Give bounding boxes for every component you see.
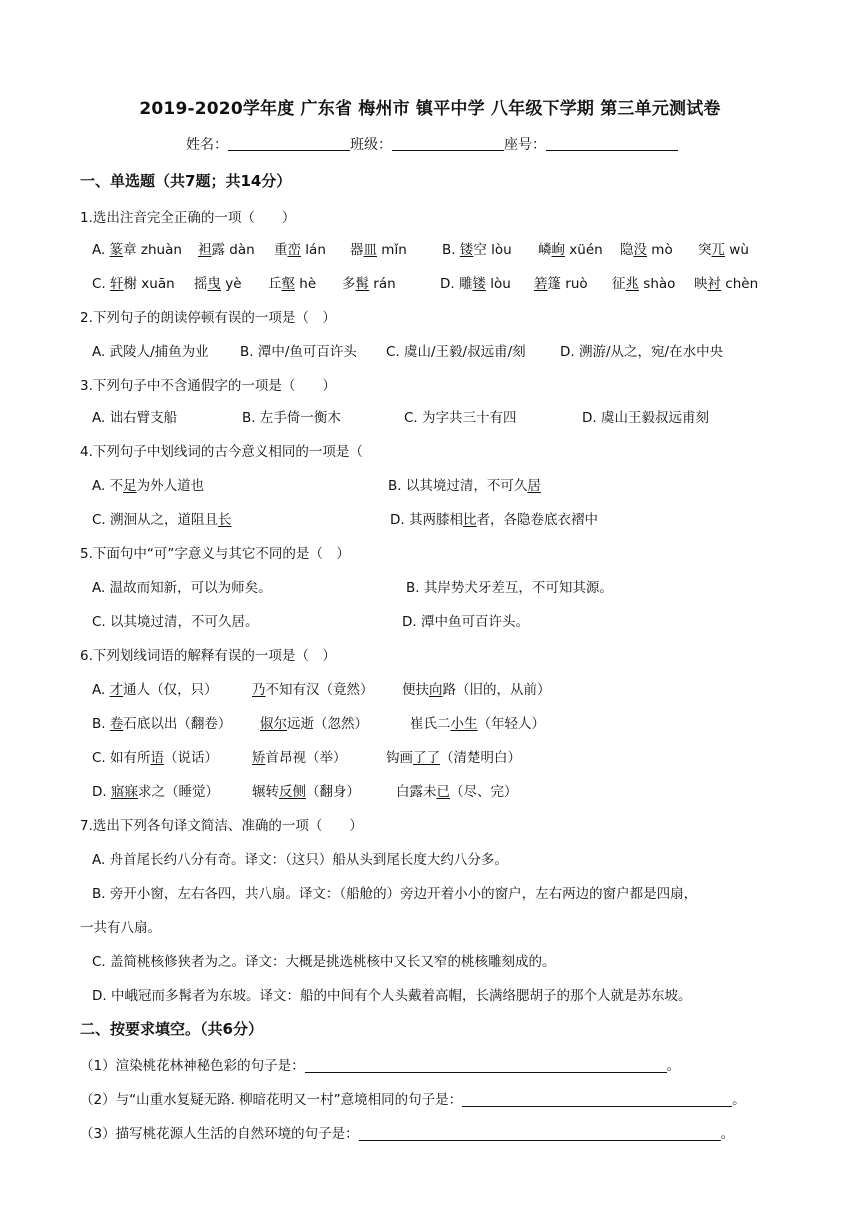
name-label: 姓名：: [186, 137, 228, 153]
name-blank[interactable]: [228, 136, 350, 151]
q1-option-d-3: 征兆 shào: [612, 276, 676, 292]
fill-blank-2: （2）与“山重水复疑无路. 柳暗花明又一村”意境相同的句子是： 。: [80, 1092, 746, 1108]
q1-option-c-3: 丘壑 hè: [268, 276, 317, 292]
q1-option-a-3: 重峦 lán: [274, 242, 326, 258]
exam-page: 2019-2020学年度 广东省 梅州市 镇平中学 八年级下学期 第三单元测试卷 姓名： 班级： 座号： 一、单选题（共7题；共14分） 1.选出注音完全正确的一项（ ） A. 篆章 zhuàn 袒露 dàn 重峦 lán 器皿 mǐn B. 镂空 lòu 嶙峋 xüén 隐没 mò 突兀 wù C. 轩榭 xuān 摇曳 yè 丘壑 hè 多髯 rán D. 雕镂 lòu 箬篷 ruò 征兆 shào 映衬 chèn 2.下列句子的朗读停顿有误的一项是（ ） A. 武陵人/捕鱼为业 B. 潭中/鱼可百许头 C. 虞山/王毅/叔远甫/刻 D. 溯游/从之，宛/在水中央 3.下列句子中不含通假字的一项是（ ） A. 诎右臂支船 B. 左手倚一衡木 C. 为字共三十有四 D. 虞山王毅叔远甫刻 4.下列句子中划线词的古今意义相同的一项是（ A. 不足为外人道也 B. 以其境过清，不可久居 C. 溯洄从之，道阻且长 D. 其两膝相比者，各隐卷底衣褶中 5.下面句中“可”字意义与其它不同的是（ ） A. 温故而知新，可以为师矣。 B. 其岸势犬牙差互，不可知其源。 C. 以其境过清，不可久居。 D. 潭中鱼可百许头。 6.下列划线词语的解释有误的一项是（ ） A. 才通人（仅，只） 乃不知有汉（竟然） 便扶向路（旧的，从前） B. 卷石底以出（翻卷） 俶尔远逝（忽然） 崔氏二小生（年轻人） C. 如有所语（说话） 矫首昂视（举） 钩画了了（清楚明白） D. 寤寐求之（睡觉） 辗转反侧（翻身） 白露未已（尽、完） 7.选出下列各句译文简洁、准确的一项（ ） A. 舟首尾长约八分有奇。译文：（这只）船从头到尾长度大约八分多。 B. 旁开小窗，左右各四，共八扇。译文：（船舱的）旁边开着小小的窗户，左右两边的窗户都是四扇， 一共有八扇。 C. 盖简桃核修狭者为之。译文：大概是挑选桃核中又长又窄的桃核雕刻成的。 D. 中峨冠而多髯者为东坡。译文：船的中间有个人头戴着高帽，长满络腮胡子的那个人就是苏东坡。 二、按要求填空。（共6分） （1）渲染桃花林神秘色彩的句子是： 。 （2）与“山重水复疑无路. 柳暗花明又一村”意境相同的句子是： 。 （3）描写桃花源人生活的自然环境的句子是： 。: [0, 0, 860, 1216]
q4-option-c: C. 溯洄从之，道阻且长: [92, 512, 232, 528]
question-7-stem: 7.选出下列各句译文简洁、准确的一项（ ）: [80, 818, 363, 834]
q4-option-d: D. 其两膝相比者，各隐卷底衣褶中: [390, 512, 598, 528]
question-4-stem: 4.下列句子中划线词的古今意义相同的一项是（: [80, 444, 363, 460]
q7-option-c: C. 盖简桃核修狭者为之。译文：大概是挑选桃核中又长又窄的桃核雕刻成的。: [92, 954, 556, 970]
q1-option-d-2: 箬篷 ruò: [534, 276, 588, 292]
question-3-stem: 3.下列句子中不含通假字的一项是（ ）: [80, 378, 336, 394]
q2-option-d: D. 溯游/从之，宛/在水中央: [560, 344, 724, 360]
q7-option-b: B. 旁开小窗，左右各四，共八扇。译文：（船舱的）旁边开着小小的窗户，左右两边的窗户都是四扇，: [92, 886, 698, 902]
q3-option-d: D. 虞山王毅叔远甫刻: [582, 410, 709, 426]
q2-option-c: C. 虞山/王毅/叔远甫/刻: [386, 344, 526, 360]
q7-option-b-continued: 一共有八扇。: [80, 920, 161, 936]
q1-option-a-1: A. 篆章 zhuàn: [92, 242, 182, 258]
q3-option-a: A. 诎右臂支船: [92, 410, 178, 426]
q1-option-d-4: 映衬 chèn: [694, 276, 759, 292]
q1-option-b-3: 隐没 mò: [620, 242, 673, 258]
q4-option-a: A. 不足为外人道也: [92, 478, 205, 494]
question-1-stem: 1.选出注音完全正确的一项（ ）: [80, 210, 296, 226]
q1-option-b-4: 突兀 wù: [698, 242, 749, 258]
question-2-stem: 2.下列句子的朗读停顿有误的一项是（ ）: [80, 310, 336, 326]
class-label: 班级：: [350, 137, 392, 153]
q4-option-b: B. 以其境过清，不可久居: [388, 478, 541, 494]
q2-option-b: B. 潭中/鱼可百许头: [240, 344, 357, 360]
q5-option-a: A. 温故而知新，可以为师矣。: [92, 580, 272, 596]
q1-option-a-4: 器皿 mǐn: [350, 242, 407, 258]
section-heading-1: 一、单选题（共7题；共14分）: [80, 172, 292, 190]
class-blank[interactable]: [392, 136, 504, 151]
q3-option-c: C. 为字共三十有四: [404, 410, 517, 426]
q7-option-d: D. 中峨冠而多髯者为东坡。译文：船的中间有个人头戴着高帽，长满络腮胡子的那个人就是苏东坡。: [92, 988, 692, 1004]
answer-line-3[interactable]: [359, 1126, 721, 1141]
seat-blank[interactable]: [546, 136, 678, 151]
question-6-stem: 6.下列划线词语的解释有误的一项是（ ）: [80, 648, 336, 664]
q3-option-b: B. 左手倚一衡木: [242, 410, 341, 426]
answer-line-2[interactable]: [462, 1092, 732, 1107]
fill-blank-1: （1）渲染桃花林神秘色彩的句子是： 。: [80, 1058, 681, 1074]
section-heading-2: 二、按要求填空。（共6分）: [80, 1020, 263, 1038]
q1-option-b-2: 嶙峋 xüén: [538, 242, 603, 258]
q5-option-b: B. 其岸势犬牙差互，不可知其源。: [406, 580, 613, 596]
q5-option-d: D. 潭中鱼可百许头。: [402, 614, 529, 630]
fill-blank-3: （3）描写桃花源人生活的自然环境的句子是： 。: [80, 1126, 735, 1142]
q1-option-c-1: C. 轩榭 xuān: [92, 276, 175, 292]
q1-option-c-2: 摇曳 yè: [194, 276, 242, 292]
seat-label: 座号：: [504, 137, 546, 153]
student-info: [186, 134, 678, 154]
page-title: 2019-2020学年度 广东省 梅州市 镇平中学 八年级下学期 第三单元测试卷: [139, 99, 721, 119]
answer-line-1[interactable]: [305, 1058, 667, 1073]
q7-option-a: A. 舟首尾长约八分有奇。译文：（这只）船从头到尾长度大约八分多。: [92, 852, 508, 868]
question-5-stem: 5.下面句中“可”字意义与其它不同的是（ ）: [80, 546, 350, 562]
q1-option-a-2: 袒露 dàn: [198, 242, 255, 258]
q1-option-c-4: 多髯 rán: [342, 276, 396, 292]
q1-option-b-1: B. 镂空 lòu: [442, 242, 512, 258]
q5-option-c: C. 以其境过清，不可久居。: [92, 614, 259, 630]
q2-option-a: A. 武陵人/捕鱼为业: [92, 344, 209, 360]
q1-option-d-1: D. 雕镂 lòu: [440, 276, 511, 292]
